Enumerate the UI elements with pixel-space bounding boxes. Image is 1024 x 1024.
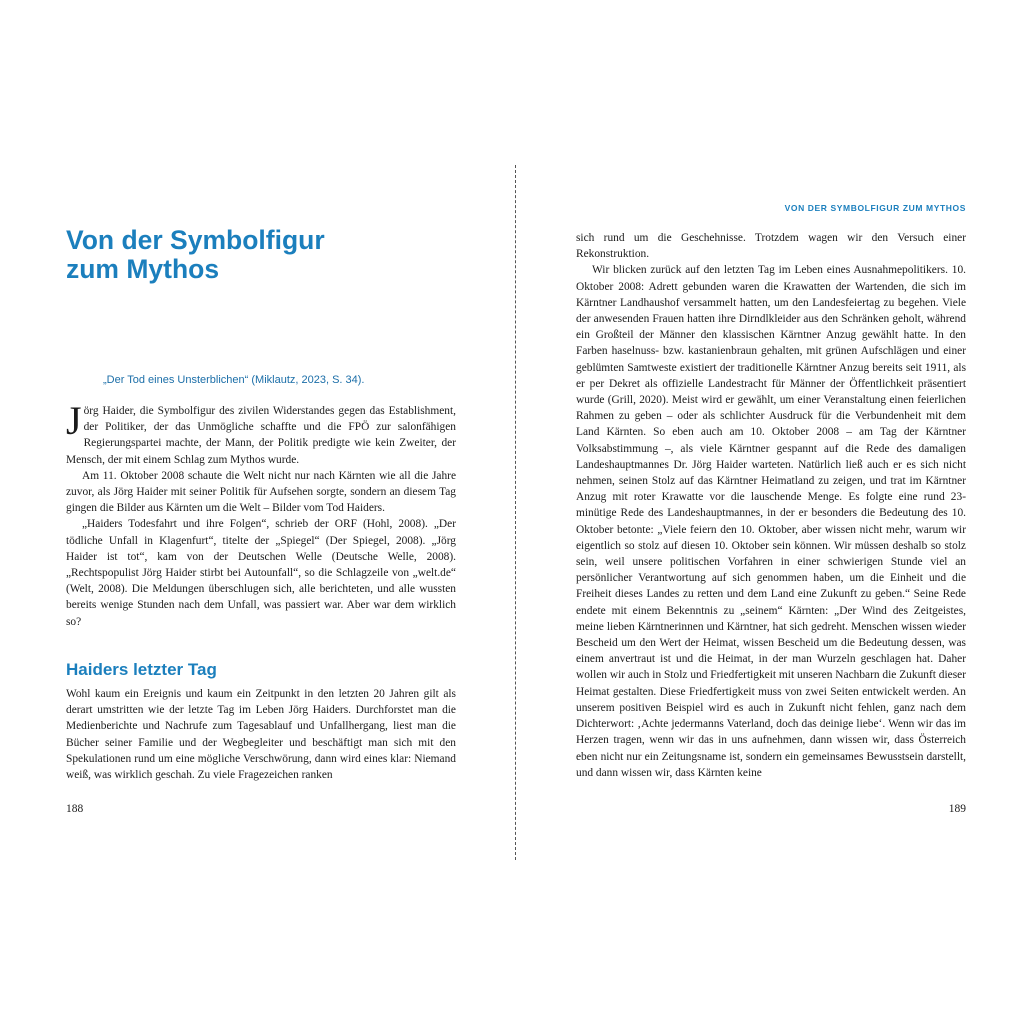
section-paragraph-1: Wohl kaum ein Ereignis und kaum ein Zeitpunkt in den letzten 20 Jahren gilt als derart umstritten wie der letzte Tag im Leben Jörg Haiders. Durchforstet man die Medienberichte und Nachrufe zum Tagesablauf und Unfallhergang, liest man die Bücher seiner Familie und der Wegbegleiter und beschäftigt man sich mit den Spekulationen rund um eine mögliche Verschwörung, dann wird eines klar: Niemand weiß, was wirklich geschah. Zu viele Fragezeichen ranken bbox=[66, 688, 456, 782]
intro-text-block bbox=[66, 398, 456, 630]
intro-paragraph-3: „Haiders Todesfahrt und ihre Folgen“, schrieb der ORF (Hohl, 2008). „Der tödliche Unfall in Klagenfurt“, titelte der „Spiegel“ (Der Spiegel, 2008). „Jörg Haider ist tot“, kam von der Deutschen Welle (Deutsche Welle, 2008). „Rechtspopulist Jörg Haider stirbt bei Autounfall“, so die Schlagzeile von „welt.de“ (Welt, 2008). Die Meldungen überschlugen sich, alle berichteten, und alle wussten bereits wenige Stunden nach dem Unfall, was passiert war. Aber war dem wirklich so? bbox=[66, 518, 456, 628]
section-text-block bbox=[66, 686, 456, 783]
left-page bbox=[66, 0, 456, 1024]
intro-paragraph-2: Am 11. Oktober 2008 schaute die Welt nicht nur nach Kärnten wie all die Jahre zuvor, als Jörg Haider mit seiner Politik für Aufsehen sorgte, sondern an diesem Tag gingen die Bilder aus Kärnten um die Welt – Bilder vom Tod Haiders. bbox=[66, 469, 456, 515]
right-text-block bbox=[576, 230, 966, 781]
right-paragraph-2: Wir blicken zurück auf den letzten Tag im Leben eines Ausnahmepolitikers. 10. Oktober 2008: Adrett gebunden waren die Krawatten der Wartenden, die sich im Kärntner Landhaushof versammelt hatten, um den Landesfeiertag zu begehen. Viele der anwesenden Frauen hatten ihre Dirndlkleider aus den Schränken geholt, während ein Großteil der Männer den klassischen Kärntner Anzug gewählt hatte. In den Farben haselnuss- bzw. kastanienbraun gehalten, mit grünen Aufschlägen und einer geblümten Samtweste existiert der traditionelle Kärntner Anzug bereits seit 1911, als er per Dekret als offizielle Landestracht für Männer der Öffentlichkeit präsentiert wurde (Grill, 2020). Meist wird er gewählt, um einer Veranstaltung einen feierlichen Rahmen zu geben – oder als schlichter Ausdruck für die Verbundenheit mit dem Land Kärnten. So eben auch am 10. Oktober 2008 – am Tag der Kärntner Volksabstimmung –, als viele Kärntner gespannt auf die Rede des damaligen Landeshauptmannes Dr. Jörg Haider warteten. Natürlich ließ auch er es sich nicht nehmen, seinen Stolz auf das Kärntner Heimatland zu zeigen, und trat im Kärntner Anzug mit roter Krawatte vor die lauschende Menge. Es folgte eine rund 23-minütige Rede des Landeshauptmannes, in der er besonders die Bedeutung des 10. Oktober betonte: „Viele feiern den 10. Oktober, aber wissen nicht mehr, warum wir eigentlich so stolz auf diesen 10. Oktober sein können. Wir müssen deshalb so stolz sein, weil unsere politischen Vorfahren in einer schwierigen Stunde viel an persönlicher Verantwortung auf sich genommen haben, um die Einheit und die Freiheit dieses Landes zu retten und dem Land eine Zukunft zu geben.“ Seine Rede endete mit einem Bekenntnis zu „seinem“ Kärnten: „Der Wind des Zeitgeistes, meine lieben Kärntnerinnen und Kärntner, hat sich gedreht. Menschen wissen wieder Bescheid um den Wert der Heimat, wissen Bescheid um die Bedeutung dessen, was einem anvertraut ist und die Heimat, in der man Wurzeln geschlagen hat. Daher wollen wir auch in Stolz und Friedfertigkeit mit unseren Nachbarn die Zukunft dieser Heimat gestalten. Diese Friedfertigkeit muss von zwei Seiten entwickelt werden. An unserem positiven Beispiel wird es auch in Zukunft nicht fehlen, ganz nach dem Dichterwort: ‚Achte jedermanns Vaterland, doch das deinige liebe‘. Wenn wir das im Herzen tragen, wenn wir das in uns aufnehmen, dann wissen wir, dass Österreich eben nicht nur ein Zeitungsname ist, sondern ein gemeinsames Bewusstsein darstellt, und dann wissen wir, dass Kärnten keine bbox=[576, 264, 966, 779]
page-number-right: 189 bbox=[948, 803, 966, 815]
section-heading: Haiders letzter Tag bbox=[66, 660, 217, 679]
page-number-left: 188 bbox=[66, 803, 84, 815]
right-paragraph-1: sich rund um die Geschehnisse. Trotzdem wagen wir den Versuch einer Rekonstruktion. bbox=[576, 232, 966, 261]
right-page bbox=[576, 0, 966, 1024]
epigraph: „Der Tod eines Unsterblichen“ (Miklautz, 2023, S. 34). bbox=[103, 374, 365, 386]
chapter-title-line-1: Von der Symbolfigur bbox=[66, 225, 325, 255]
spread-gutter-divider bbox=[515, 165, 516, 860]
running-head: VON DER SYMBOLFIGUR ZUM MYTHOS bbox=[784, 203, 966, 213]
intro-paragraph-1-text: örg Haider, die Symbolfigur des zivilen Widerstandes gegen das Establishment, der Politiker, der das Unmögliche schaffte und die FPÖ zur salonfähigen Regierungspartei machte, der Mann, der Politik predigte wie kein Zweiter, der Mensch, der mit einem Schlag zum Mythos wurde. bbox=[66, 405, 456, 466]
chapter-title bbox=[66, 226, 325, 284]
intro-paragraph-1 bbox=[66, 398, 456, 468]
chapter-title-line-2: zum Mythos bbox=[66, 254, 220, 284]
drop-cap: J bbox=[66, 398, 82, 443]
